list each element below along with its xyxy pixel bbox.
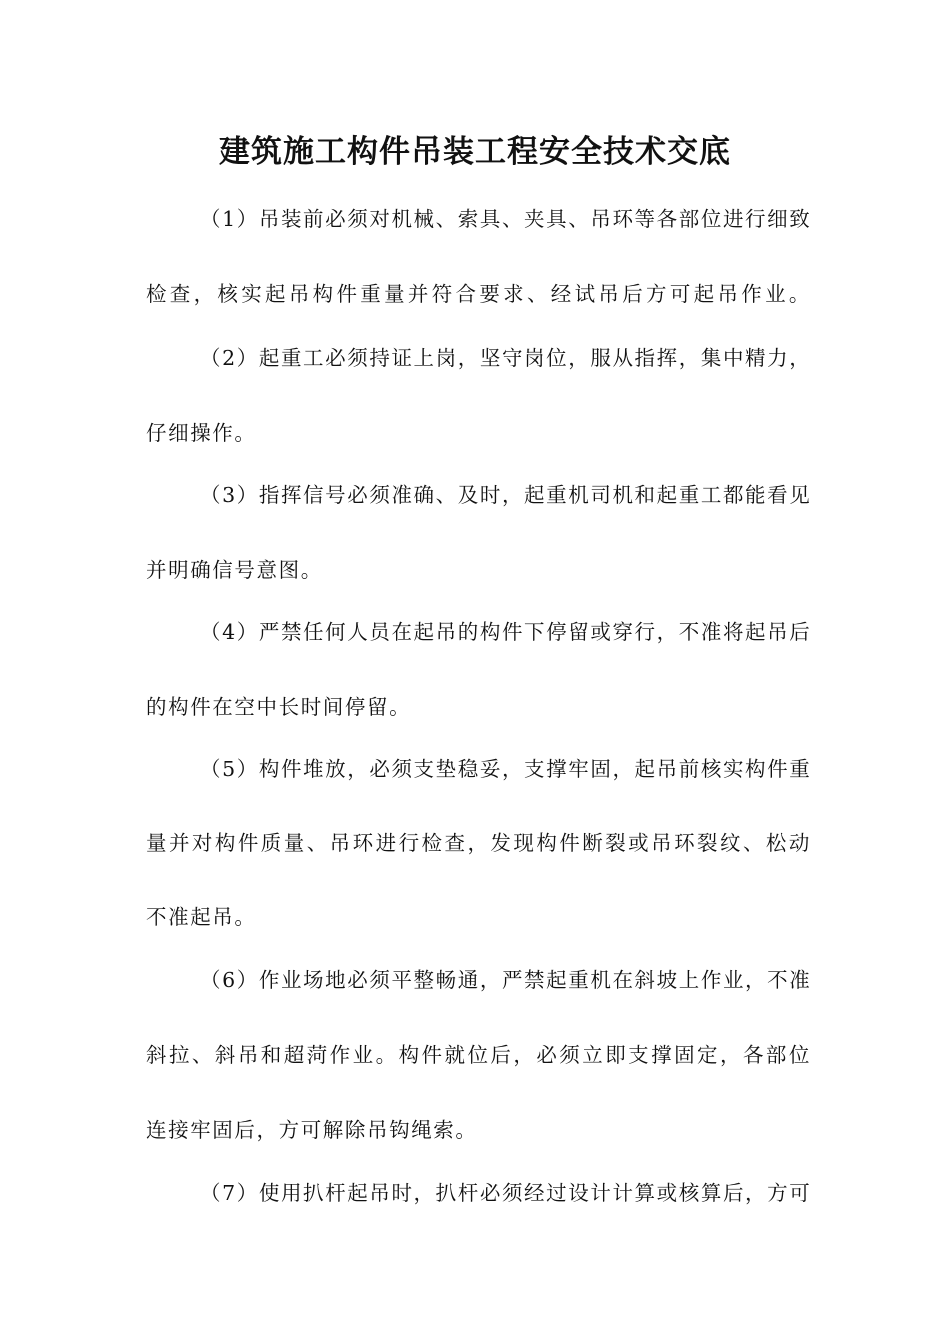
paragraph-6-line-2: 斜拉、斜吊和超菏作业。构件就位后，必须立即支撑固定，各部位	[146, 1043, 811, 1067]
paragraph-2-line-2: 仔细操作。	[146, 421, 257, 445]
paragraph-7-line-1: （7）使用扒杆起吊时，扒杆必须经过设计计算或核算后，方可	[200, 1181, 811, 1205]
paragraph-4-line-1: （4）严禁任何人员在起吊的构件下停留或穿行，不准将起吊后	[200, 620, 811, 644]
paragraph-5-line-1: （5）构件堆放，必须支垫稳妥，支撑牢固，起吊前核实构件重	[200, 757, 811, 781]
paragraph-1-line-1: （1）吊装前必须对机械、索具、夹具、吊环等各部位进行细致	[200, 207, 811, 231]
paragraph-6-line-3: 连接牢固后，方可解除吊钩绳索。	[146, 1118, 478, 1142]
document-title: 建筑施工构件吊装工程安全技术交底	[219, 134, 731, 170]
paragraph-4-line-2: 的构件在空中长时间停留。	[146, 695, 412, 719]
paragraph-3-line-2: 并明确信号意图。	[146, 558, 323, 582]
paragraph-5-line-2: 量并对构件质量、吊环进行检查，发现构件断裂或吊环裂纹、松动	[146, 831, 811, 855]
paragraph-2-line-1: （2）起重工必须持证上岗，坚守岗位，服从指挥，集中精力，	[200, 346, 811, 370]
paragraph-6-line-1: （6）作业场地必须平整畅通，严禁起重机在斜坡上作业，不准	[200, 968, 811, 992]
paragraph-5-line-3: 不准起吊。	[146, 905, 257, 929]
paragraph-3-line-1: （3）指挥信号必须准确、及时，起重机司机和起重工都能看见	[200, 483, 811, 507]
paragraph-1-line-2: 检查，核实起吊构件重量并符合要求、经试吊后方可起吊作业。	[146, 282, 811, 306]
